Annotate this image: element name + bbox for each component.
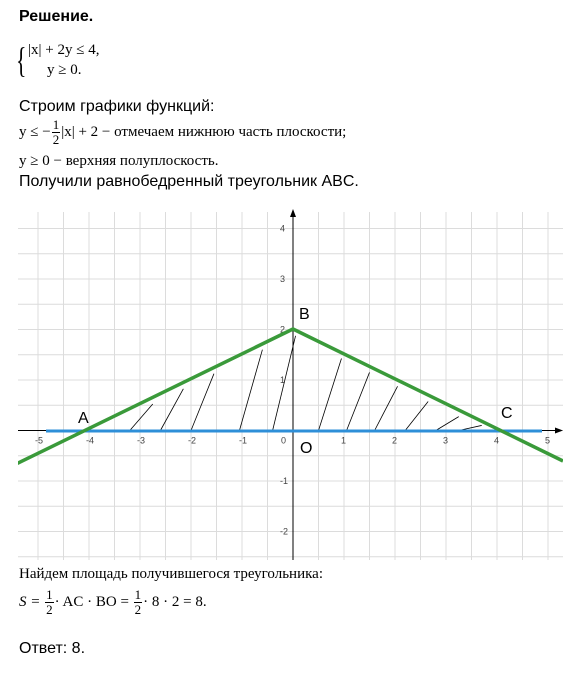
formula-fraction-2 <box>134 588 143 617</box>
function-line-2: y ≥ 0 − верхняя полуплоскость. <box>19 153 219 169</box>
hatch-line <box>239 350 262 431</box>
formula-fraction-2-num: 1 <box>134 587 142 603</box>
formula-mid: · AC · BO = <box>54 594 129 610</box>
y-tick-label: 1 <box>280 375 286 385</box>
hatch-line <box>319 359 342 431</box>
y-axis-arrow-icon <box>290 209 296 217</box>
x-tick-label: 2 <box>392 435 398 446</box>
fraction-denominator: 2 <box>52 132 60 148</box>
x-tick-label: -2 <box>188 435 197 446</box>
solution-heading: Решение. <box>19 8 94 25</box>
inequality-system <box>16 42 166 82</box>
hatch-line <box>347 372 370 430</box>
point-label-a: A <box>78 410 89 427</box>
point-label-o: O <box>300 440 313 457</box>
x-tick-label: 5 <box>545 435 551 446</box>
x-tick-label: -1 <box>239 435 248 446</box>
point-label-b: B <box>299 306 310 323</box>
hatch-line <box>160 389 183 431</box>
x-tick-label: -4 <box>86 435 95 446</box>
x-tick-label: -5 <box>35 435 44 446</box>
fraction-half <box>52 118 61 147</box>
grid-lines <box>18 212 563 560</box>
y-tick-label: 4 <box>280 223 286 234</box>
line-y-minus-half-abs-x-plus-2 <box>18 329 563 464</box>
x-tick-label: -3 <box>137 435 146 446</box>
area-formula <box>19 584 207 620</box>
y-tick-label: -2 <box>280 526 289 537</box>
formula-fraction-1-num: 1 <box>46 587 53 603</box>
inequality-1: |x| + 2y ≤ 4, <box>28 42 100 58</box>
point-label-c: C <box>501 405 513 422</box>
brace-symbol: { <box>16 40 27 80</box>
triangle-result: Получили равнобедренный треугольник ABC. <box>19 173 359 190</box>
y-tick-label: -1 <box>280 476 289 486</box>
formula-end: · 8 · 2 = 8. <box>143 594 207 610</box>
fraction-numerator: 1 <box>52 117 60 133</box>
y-tick-label: 3 <box>280 274 286 284</box>
hatch-line <box>405 401 428 430</box>
x-tick-label: 0 <box>281 435 287 446</box>
x-tick-label: 1 <box>341 435 347 446</box>
line1-prefix: y ≤ − <box>19 124 51 140</box>
hatch-line <box>191 374 214 431</box>
answer-text: Ответ: 8. <box>19 640 86 657</box>
formula-s: S = <box>19 594 41 610</box>
line1-suffix: |x| + 2 − отмечаем нижнюю часть плоскости; <box>61 124 347 140</box>
function-line-1 <box>19 116 346 148</box>
x-tick-label: 4 <box>494 435 500 446</box>
find-area-text: Найдем площадь получившегося треугольника: <box>19 566 323 582</box>
y-tick-label: 2 <box>280 324 286 335</box>
hatch-line <box>375 386 398 430</box>
coordinate-graph <box>18 208 563 563</box>
inequality-2: y ≥ 0. <box>47 62 82 78</box>
formula-fraction-1 <box>45 588 54 617</box>
hatch-line <box>273 336 296 431</box>
hatch-line <box>436 417 459 431</box>
formula-fraction-2-den: 2 <box>134 602 142 618</box>
build-title: Строим графики функций: <box>19 98 215 115</box>
x-tick-label: 3 <box>443 435 449 446</box>
formula-fraction-1-den: 2 <box>46 602 53 618</box>
x-axis-arrow-icon <box>555 428 563 434</box>
